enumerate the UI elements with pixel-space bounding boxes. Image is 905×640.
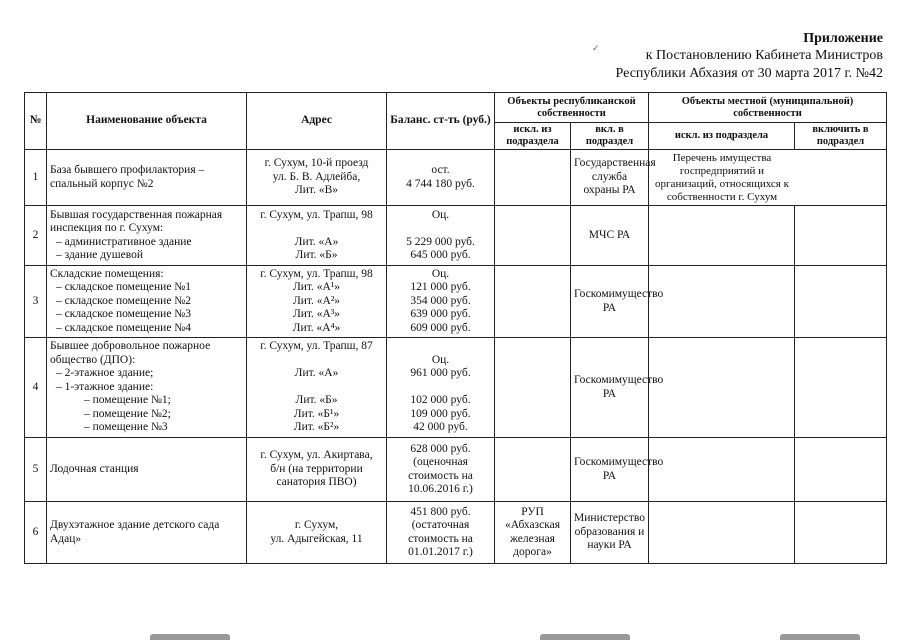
object-name: Лодочная станция <box>47 438 247 502</box>
rep-include-cell: Госкомимущество РА <box>571 266 649 338</box>
object-name: База бывшего профилактория – спальный корпус №2 <box>47 150 247 206</box>
col-header-name: Наименование объекта <box>47 93 247 150</box>
document-header <box>616 30 883 83</box>
object-name: Бывшее добровольное пожарное общество (ДПО): – 2-этажное здание; – 1-этажное здание: – помещение №1; – помещение №2; – помещение №3 <box>47 338 247 438</box>
rep-exclude-cell <box>495 266 571 338</box>
row-number: 6 <box>25 502 47 564</box>
object-address: г. Сухум, ул. Акиртава, б/н (на территории санатория ПВО) <box>247 438 387 502</box>
row-number: 5 <box>25 438 47 502</box>
loc-include-cell <box>795 338 887 438</box>
col-header-loc-include: включить в подраздел <box>795 123 887 150</box>
rep-include-cell: МЧС РА <box>571 206 649 266</box>
rep-exclude-cell <box>495 206 571 266</box>
loc-exclude-cell <box>649 502 795 564</box>
rep-exclude-cell <box>495 150 571 206</box>
loc-exclude-cell <box>649 266 795 338</box>
col-header-rep-include: вкл. в подраздел <box>571 123 649 150</box>
object-address: г. Сухум, ул. Трапш, 98 Лит. «А» Лит. «Б» <box>247 206 387 266</box>
scan-edge-mark <box>780 634 860 640</box>
scan-check-mark: ✓ <box>592 43 600 53</box>
local-property-note: Перечень имущества госпредприятий и организаций, относящихся к собственности г. Сухум <box>649 150 887 206</box>
table-row <box>25 502 887 564</box>
appendix-title: Приложение <box>803 31 883 46</box>
object-name: Двухэтажное здание детского сада Адац» <box>47 502 247 564</box>
rep-include-cell: Государственная служба охраны РА <box>571 150 649 206</box>
balance-value: 628 000 руб. (оценочная стоимость на 10.06.2016 г.) <box>387 438 495 502</box>
col-header-balance: Баланс. ст-ть (руб.) <box>387 93 495 150</box>
table-row <box>25 338 887 438</box>
object-address: г. Сухум, ул. Трапш, 98 Лит. «А¹» Лит. «А²» Лит. «А³» Лит. «А⁴» <box>247 266 387 338</box>
scan-edge-mark <box>150 634 230 640</box>
balance-value: Оц. 961 000 руб. 102 000 руб. 109 000 руб. 42 000 руб. <box>387 338 495 438</box>
rep-include-cell: Госкомимущество РА <box>571 438 649 502</box>
object-name: Складские помещения: – складское помещение №1 – складское помещение №2 – складское помещение №3 – складское помещение №4 <box>47 266 247 338</box>
decree-reference-line-1: к Постановлению Кабинета Министров <box>645 48 883 63</box>
table-row <box>25 206 887 266</box>
col-group-republican: Объекты республиканской собственности <box>495 93 649 123</box>
loc-exclude-cell <box>649 206 795 266</box>
table-row <box>25 438 887 502</box>
object-address: г. Сухум, ул. Адыгейская, 11 <box>247 502 387 564</box>
rep-exclude-cell: РУП «Абхазская железная дорога» <box>495 502 571 564</box>
balance-value: Оц. 5 229 000 руб. 645 000 руб. <box>387 206 495 266</box>
row-number: 1 <box>25 150 47 206</box>
object-name: Бывшая государственная пожарная инспекция по г. Сухум: – административное здание – здание душевой <box>47 206 247 266</box>
object-address: г. Сухум, ул. Трапш, 87 Лит. «А» Лит. «Б» Лит. «Б¹» Лит. «Б²» <box>247 338 387 438</box>
col-group-local: Объекты местной (муниципальной) собственности <box>649 93 887 123</box>
rep-include-cell: Госкомимущество РА <box>571 338 649 438</box>
loc-include-cell <box>795 266 887 338</box>
scan-edge-mark <box>540 634 630 640</box>
decree-reference-line-2: Республики Абхазия от 30 марта 2017 г. №42 <box>615 66 883 81</box>
rep-exclude-cell <box>495 438 571 502</box>
loc-include-cell <box>795 438 887 502</box>
loc-include-cell <box>795 502 887 564</box>
row-number: 4 <box>25 338 47 438</box>
balance-value: 451 800 руб. (остаточная стоимость на 01.01.2017 г.) <box>387 502 495 564</box>
loc-include-cell <box>795 206 887 266</box>
table-row <box>25 266 887 338</box>
table-row <box>25 150 887 206</box>
balance-value: ост. 4 744 180 руб. <box>387 150 495 206</box>
rep-exclude-cell <box>495 338 571 438</box>
balance-value: Оц. 121 000 руб. 354 000 руб. 639 000 руб. 609 000 руб. <box>387 266 495 338</box>
row-number: 3 <box>25 266 47 338</box>
loc-exclude-cell <box>649 338 795 438</box>
row-number: 2 <box>25 206 47 266</box>
col-header-number: № <box>25 93 47 150</box>
col-header-address: Адрес <box>247 93 387 150</box>
col-header-rep-exclude: искл. из подраздела <box>495 123 571 150</box>
loc-exclude-cell <box>649 438 795 502</box>
property-table <box>24 92 887 564</box>
col-header-loc-exclude: искл. из подраздела <box>649 123 795 150</box>
object-address: г. Сухум, 10-й проезд ул. Б. В. Адлейба, Лит. «В» <box>247 150 387 206</box>
rep-include-cell: Министерство образования и науки РА <box>571 502 649 564</box>
